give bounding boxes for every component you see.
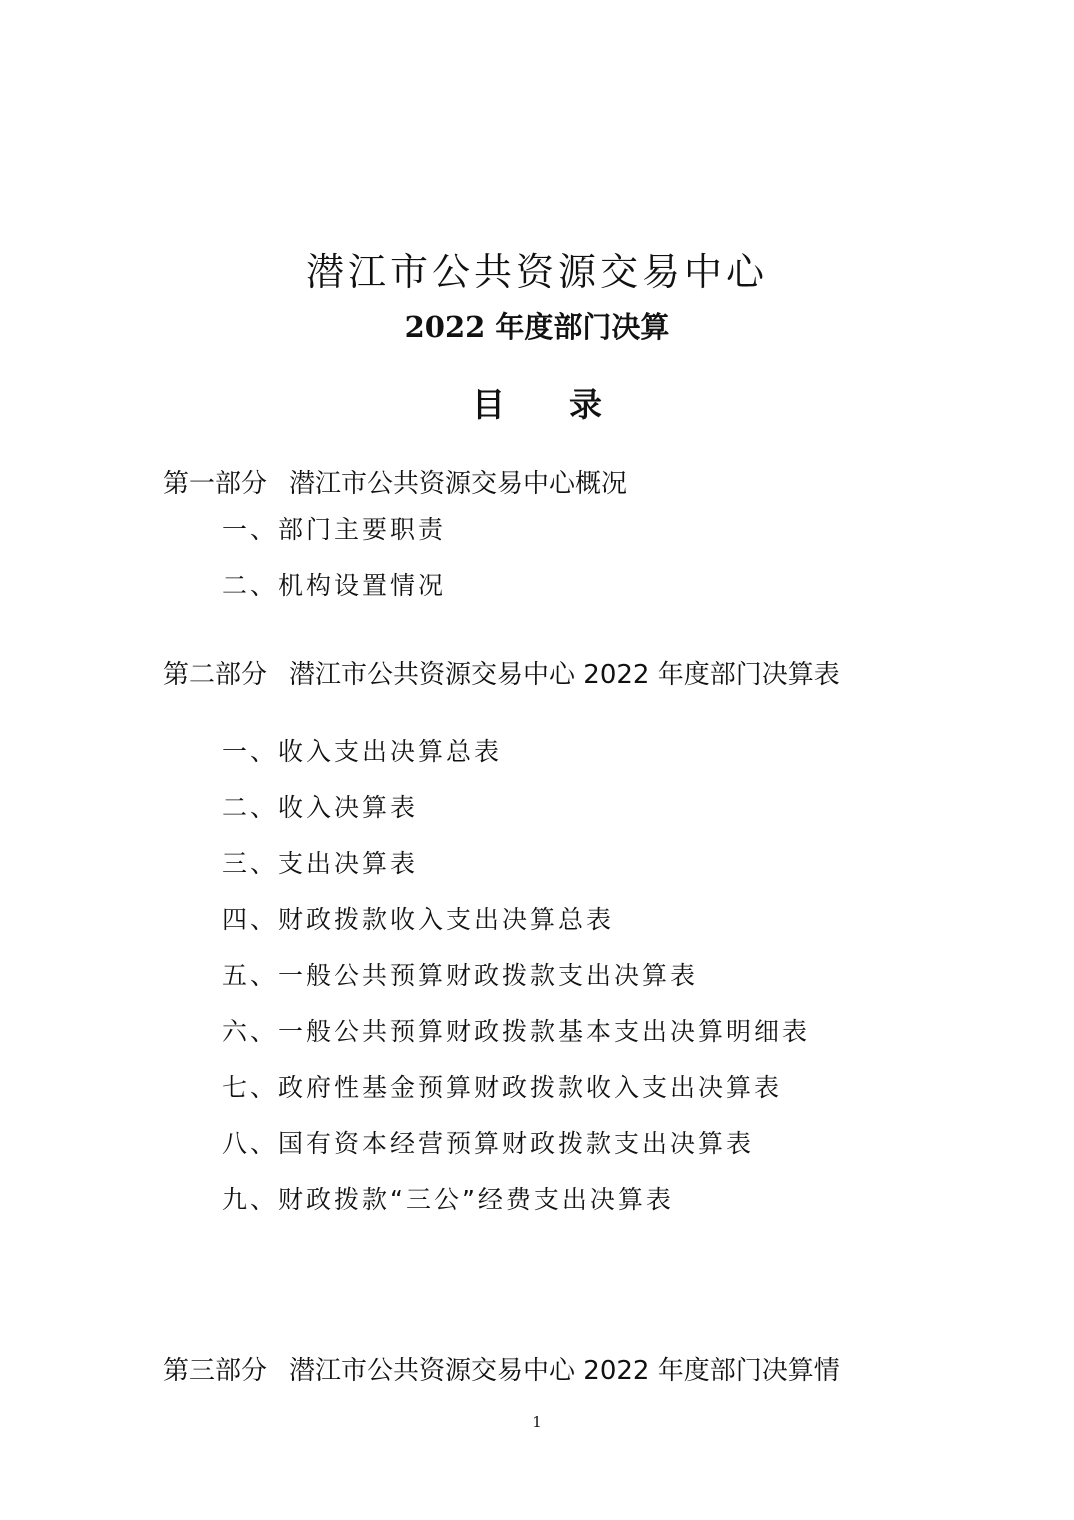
toc-heading <box>0 382 1074 428</box>
toc-item: 一、部门主要职责 <box>222 515 447 544</box>
toc-item: 八、国有资本经营预算财政拨款支出决算表 <box>222 1129 755 1158</box>
toc-item: 五、一般公共预算财政拨款支出决算表 <box>222 961 699 990</box>
document-subtitle: 2022 年度部门决算 <box>404 310 670 344</box>
toc-item: 一、收入支出决算总表 <box>222 737 503 766</box>
toc-part-1-label: 第一部分 <box>163 469 268 499</box>
document-title: 潜江市公共资源交易中心 <box>305 250 768 294</box>
page-number: 1 <box>532 1413 542 1431</box>
toc-part-3-label: 第三部分 <box>163 1356 268 1386</box>
toc-item: 七、政府性基金预算财政拨款收入支出决算表 <box>222 1073 783 1102</box>
toc-item: 二、机构设置情况 <box>222 571 447 600</box>
toc-item: 九、财政拨款“三公”经费支出决算表 <box>222 1185 674 1214</box>
toc-item: 二、收入决算表 <box>222 793 419 822</box>
toc-part-2-title: 潜江市公共资源交易中心 2022 年度部门决算表 <box>289 660 840 690</box>
toc-part-3 <box>163 1352 840 1390</box>
toc-part-1-title: 潜江市公共资源交易中心概况 <box>289 469 628 499</box>
toc-item: 四、财政拨款收入支出决算总表 <box>222 905 615 934</box>
toc-heading-second-char: 录 <box>569 385 602 424</box>
toc-part-2-label: 第二部分 <box>163 660 268 690</box>
toc-item: 三、支出决算表 <box>222 849 419 878</box>
toc-part-1 <box>163 465 627 503</box>
toc-part-2 <box>163 656 840 694</box>
toc-heading-first-char: 目 <box>472 385 505 424</box>
toc-item: 六、一般公共预算财政拨款基本支出决算明细表 <box>222 1017 811 1046</box>
toc-part-3-title: 潜江市公共资源交易中心 2022 年度部门决算情 <box>289 1356 840 1386</box>
